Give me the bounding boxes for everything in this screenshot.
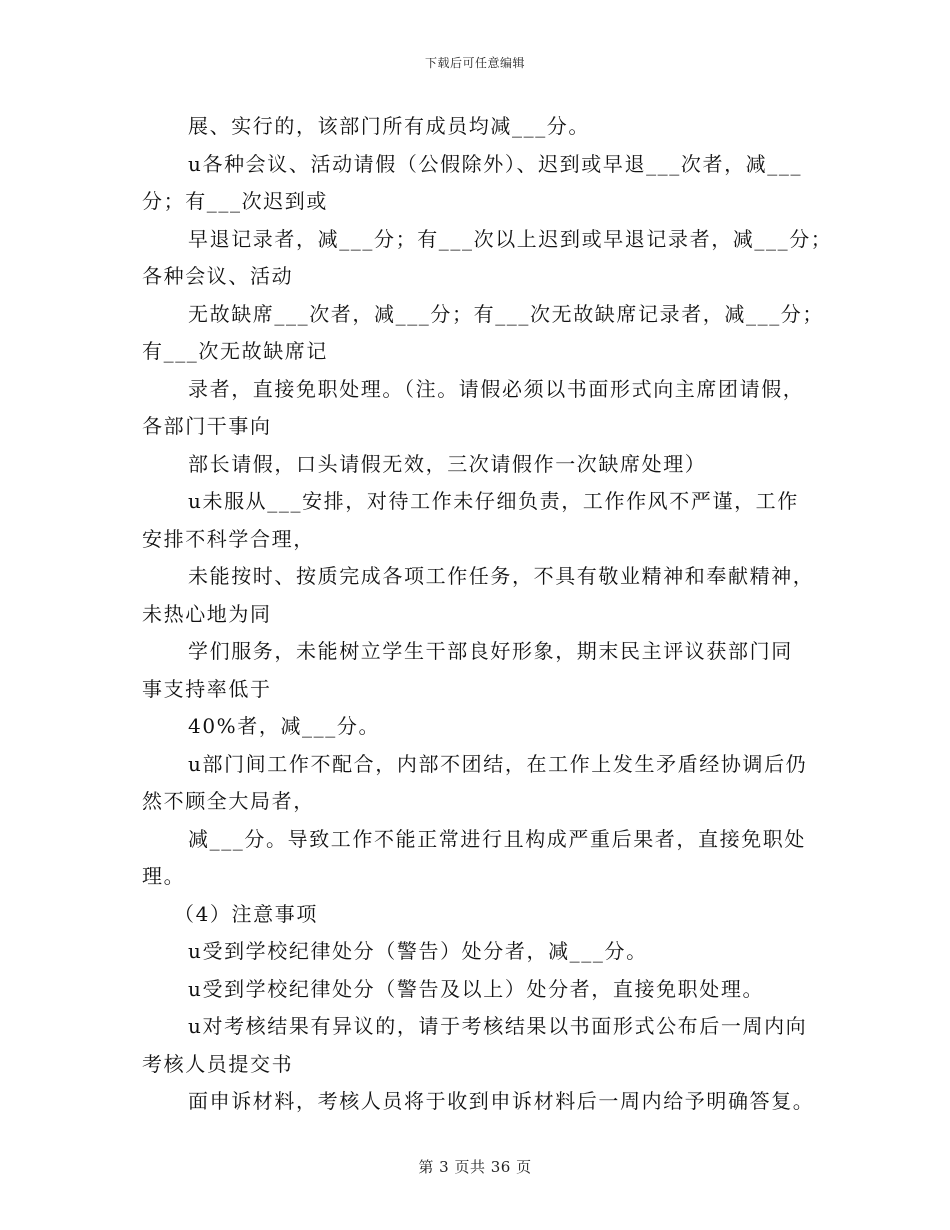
paragraph-line: 无故缺席___次者，减___分；有___次无故缺席记录者，减___分； [188,301,824,326]
section-heading: （4）注意事项 [174,901,318,926]
paragraph-line: 有___次无故缺席记 [142,339,328,363]
paragraph-line: 然不顾全大局者， [142,789,315,813]
paragraph-line: u受到学校纪律处分（警告）处分者，减___分。 [188,939,648,963]
paragraph-line: u未服从___安排，对待工作未仔细负责，工作作风不严谨，工作 [188,489,799,513]
paragraph-line: 部长请假，口头请假无效，三次请假作一次缺席处理） [188,451,707,476]
page-footer: 第 3 页共 36 页 [418,1158,532,1176]
paragraph-line: 事支持率低于 [142,676,272,701]
paragraph-line: u各种会议、活动请假（公假除外）、迟到或早退___次者，减___ [188,151,803,176]
paragraph-line: 分；有___次迟到或 [142,189,328,213]
paragraph-line: 40%者，减___分。 [188,714,381,738]
paragraph-line: 录者，直接免职处理。（注。请假必须以书面形式向主席团请假， [188,376,805,401]
paragraph-line: 各种会议、活动 [142,264,294,288]
paragraph-line: 早退记录者，减___分；有___次以上迟到或早退记录者，减___分； [188,226,833,251]
paragraph-line: 考核人员提交书 [142,1051,294,1076]
paragraph-line: 未热心地为同 [142,601,272,626]
paragraph-line: 面申诉材料，考核人员将于收到申诉材料后一周内给予明确答复。 [188,1089,815,1113]
page-header: 下载后可任意编辑 [424,56,525,70]
paragraph-line: 各部门干事向 [142,414,272,438]
paragraph-line: 学们服务，未能树立学生干部良好形象，期末民主评议获部门同 [188,639,793,663]
paragraph-line: 安排不科学合理， [142,526,315,551]
paragraph-line: u受到学校纪律处分（警告及以上）处分者，直接免职处理。 [188,976,765,1001]
paragraph-line: 未能按时、按质完成各项工作任务，不具有敬业精神和奉献精神， [188,564,815,588]
paragraph-line: 减___分。导致工作不能正常进行且构成严重后果者，直接免职处 [188,826,806,851]
paragraph-line: 展、实行的，该部门所有成员均减___分。 [188,114,590,138]
paragraph-line: u部门间工作不配合，内部不团结，在工作上发生矛盾经协调后仍 [188,751,808,776]
paragraph-line: u对考核结果有异议的，请于考核结果以书面形式公布后一周内向 [188,1014,808,1038]
paragraph-line: 理。 [142,864,186,888]
document-body [142,108,833,1121]
